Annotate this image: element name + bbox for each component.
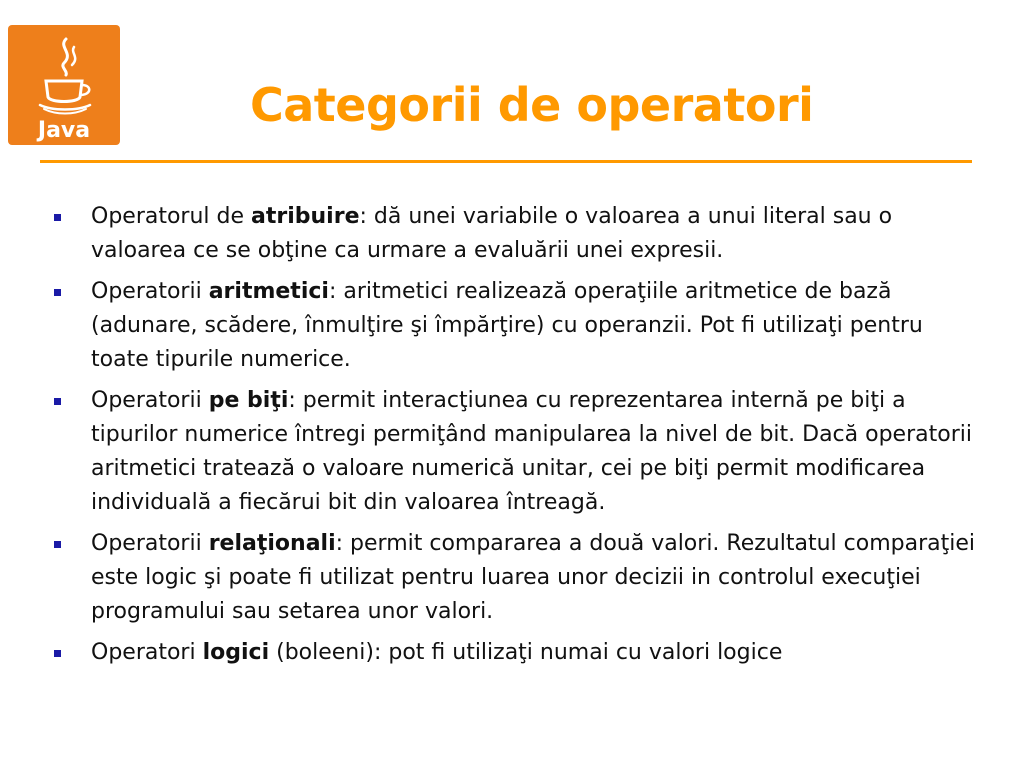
logo-text: Java [37, 118, 91, 143]
bullet-text: : aritmetici realizează operaţiile aritmetice de bază (adunare, scădere, înmulţire şi împărţire) cu operanzii. Pot fi utilizaţi pentru toate tipurile numerice. [91, 279, 923, 372]
bullet-text: : permit compararea a două valori. Rezultatul comparaţiei este logic şi poate fi utilizat pentru luarea unor decizii in controlul execuţiei programului sau setarea unor valori. [91, 531, 975, 624]
title-divider [40, 160, 972, 163]
bullet-square-icon [54, 650, 61, 657]
slide-title: Categorii de operatori [250, 78, 814, 132]
bullet-item-pe-biti [52, 384, 982, 520]
bullet-square-icon [54, 214, 61, 221]
bullet-keyword: atribuire [251, 204, 360, 229]
bullet-prefix: Operatorii [91, 531, 209, 556]
bullet-keyword: logici [202, 640, 270, 665]
java-logo [8, 25, 120, 145]
bullet-item-atribuire [52, 200, 982, 268]
bullet-text: : permit interacţiunea cu reprezentarea internă pe biţi a tipurilor numerice întregi permiţând manipularea la nivel de bit. Dacă operatorii aritmetici tratează o valoare numerică unitar, cei pe biţi permit modificarea individuală a fiecărui bit din valoarea întreagă. [91, 388, 972, 515]
bullet-square-icon [54, 398, 61, 405]
bullet-prefix: Operatorii [91, 279, 209, 304]
bullet-prefix: Operatorii [91, 388, 209, 413]
bullet-keyword: aritmetici [208, 279, 329, 304]
bullet-square-icon [54, 289, 61, 296]
bullet-item-logici [52, 636, 982, 670]
bullet-keyword: pe biţi [208, 388, 289, 413]
bullet-prefix: Operatori [91, 640, 203, 665]
bullet-list [52, 200, 982, 670]
slide-content [52, 200, 982, 677]
bullet-item-aritmetici [52, 275, 982, 377]
java-coffee-cup-icon [8, 25, 120, 145]
bullet-text: (boleeni): pot fi utilizaţi numai cu valori logice [269, 640, 783, 665]
bullet-text: : dă unei variabile o valoarea a unui literal sau o valoarea ce se obţine ca urmare a evaluării unei expresii. [91, 204, 893, 263]
bullet-keyword: relaţionali [208, 531, 336, 556]
bullet-prefix: Operatorul de [91, 204, 252, 229]
bullet-square-icon [54, 541, 61, 548]
bullet-item-relationali [52, 527, 982, 629]
